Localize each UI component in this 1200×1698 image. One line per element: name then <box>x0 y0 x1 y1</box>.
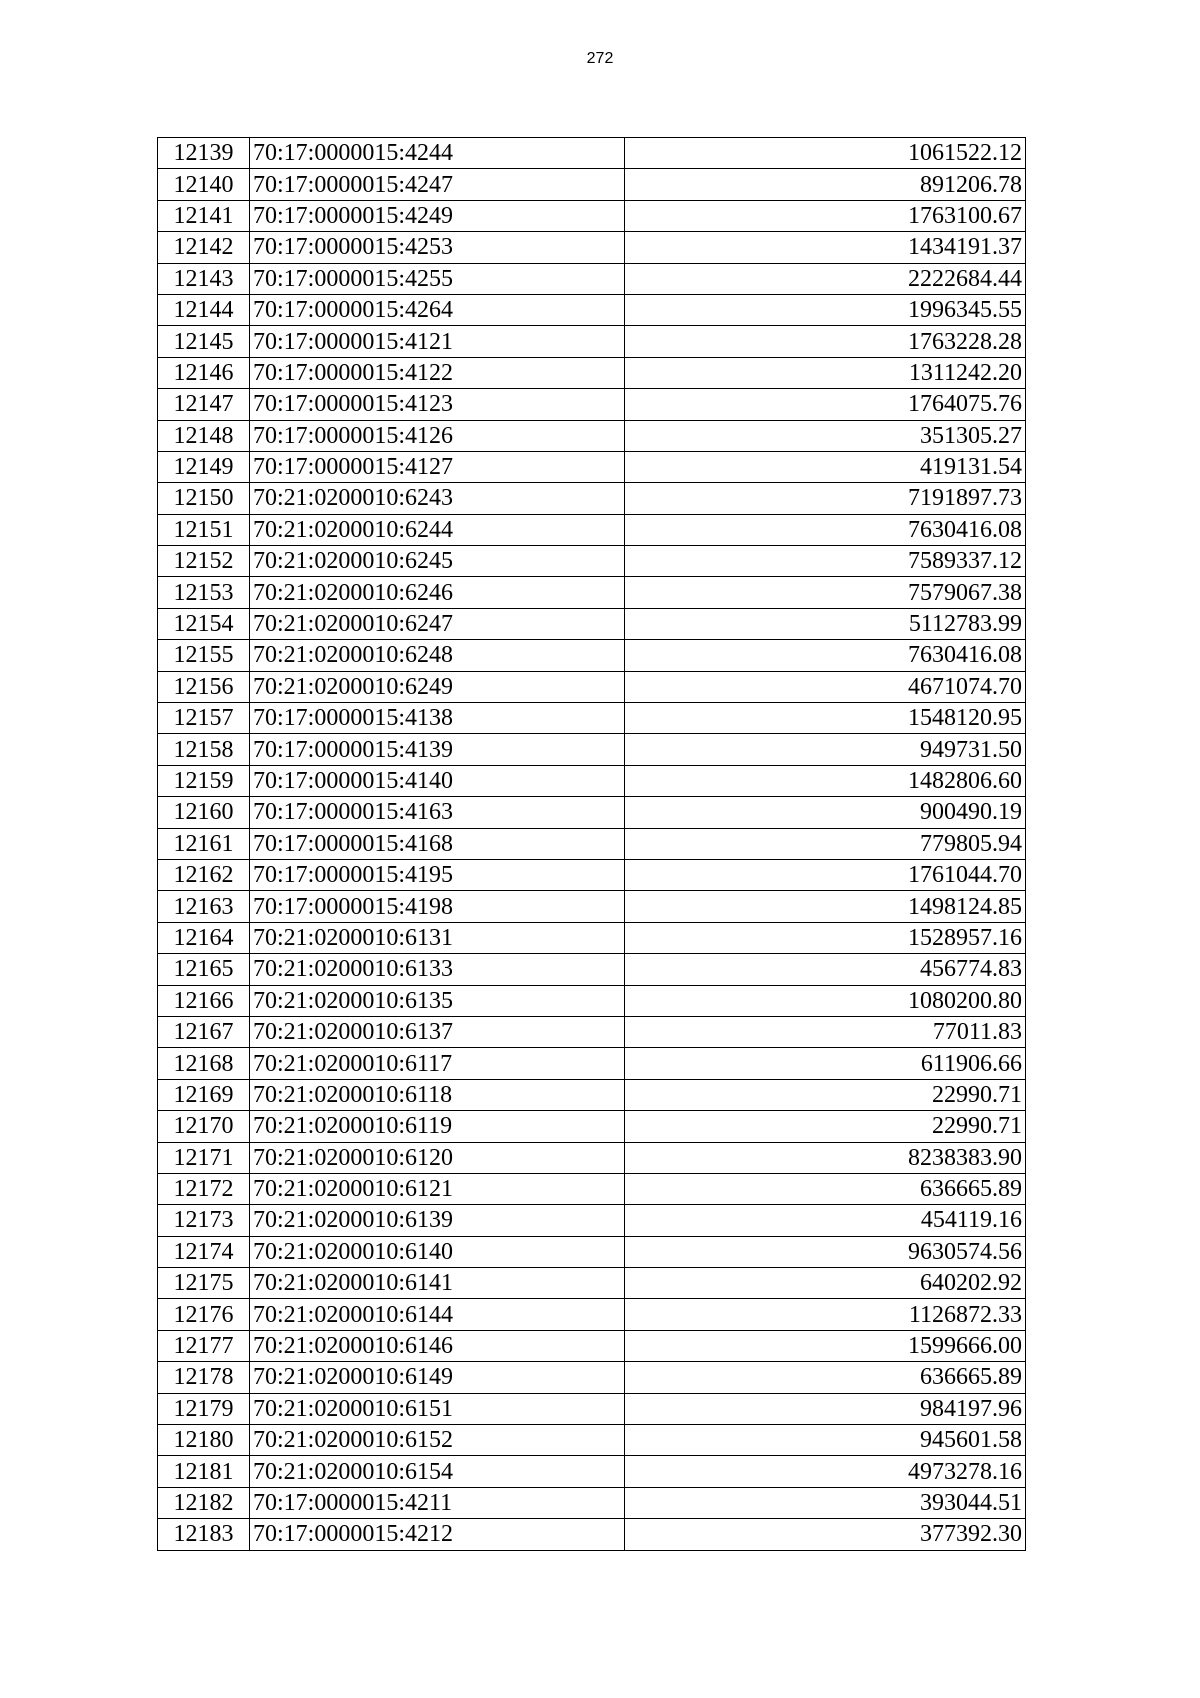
value-cell: 7579067.38 <box>625 577 1026 608</box>
row-number-cell: 12151 <box>158 514 250 545</box>
cadastral-number-cell: 70:17:0000015:4247 <box>250 169 625 200</box>
value-cell: 2222684.44 <box>625 263 1026 294</box>
row-number-cell: 12168 <box>158 1048 250 1079</box>
table-row <box>158 389 1026 420</box>
table-row <box>158 357 1026 388</box>
table-row <box>158 640 1026 671</box>
value-cell: 1061522.12 <box>625 138 1026 169</box>
table-row <box>158 294 1026 325</box>
row-number-cell: 12139 <box>158 138 250 169</box>
row-number-cell: 12182 <box>158 1487 250 1518</box>
value-cell: 377392.30 <box>625 1519 1026 1550</box>
row-number-cell: 12178 <box>158 1362 250 1393</box>
value-cell: 1080200.80 <box>625 985 1026 1016</box>
value-cell: 456774.83 <box>625 954 1026 985</box>
cadastral-number-cell: 70:21:0200010:6144 <box>250 1299 625 1330</box>
value-cell: 1996345.55 <box>625 294 1026 325</box>
cadastral-number-cell: 70:17:0000015:4255 <box>250 263 625 294</box>
table-row <box>158 326 1026 357</box>
row-number-cell: 12176 <box>158 1299 250 1330</box>
value-cell: 7630416.08 <box>625 640 1026 671</box>
row-number-cell: 12165 <box>158 954 250 985</box>
value-cell: 393044.51 <box>625 1487 1026 1518</box>
cadastral-number-cell: 70:21:0200010:6117 <box>250 1048 625 1079</box>
row-number-cell: 12164 <box>158 922 250 953</box>
table-row <box>158 514 1026 545</box>
cadastral-number-cell: 70:21:0200010:6131 <box>250 922 625 953</box>
cadastral-number-cell: 70:21:0200010:6139 <box>250 1205 625 1236</box>
cadastral-number-cell: 70:21:0200010:6140 <box>250 1236 625 1267</box>
cadastral-number-cell: 70:21:0200010:6146 <box>250 1330 625 1361</box>
row-number-cell: 12148 <box>158 420 250 451</box>
value-cell: 1548120.95 <box>625 703 1026 734</box>
row-number-cell: 12156 <box>158 671 250 702</box>
value-cell: 636665.89 <box>625 1173 1026 1204</box>
value-cell: 7589337.12 <box>625 546 1026 577</box>
row-number-cell: 12150 <box>158 483 250 514</box>
row-number-cell: 12140 <box>158 169 250 200</box>
value-cell: 77011.83 <box>625 1016 1026 1047</box>
table-row <box>158 1236 1026 1267</box>
table-row <box>158 985 1026 1016</box>
row-number-cell: 12170 <box>158 1111 250 1142</box>
row-number-cell: 12172 <box>158 1173 250 1204</box>
value-cell: 1498124.85 <box>625 891 1026 922</box>
table-row <box>158 1205 1026 1236</box>
value-cell: 4973278.16 <box>625 1456 1026 1487</box>
table-row <box>158 1173 1026 1204</box>
value-cell: 636665.89 <box>625 1362 1026 1393</box>
cadastral-number-cell: 70:21:0200010:6244 <box>250 514 625 545</box>
value-cell: 984197.96 <box>625 1393 1026 1424</box>
table-row <box>158 263 1026 294</box>
cadastral-number-cell: 70:17:0000015:4211 <box>250 1487 625 1518</box>
cadastral-number-cell: 70:21:0200010:6121 <box>250 1173 625 1204</box>
row-number-cell: 12153 <box>158 577 250 608</box>
cadastral-number-cell: 70:21:0200010:6141 <box>250 1268 625 1299</box>
table-row <box>158 922 1026 953</box>
cadastral-number-cell: 70:21:0200010:6135 <box>250 985 625 1016</box>
cadastral-number-cell: 70:17:0000015:4123 <box>250 389 625 420</box>
value-cell: 900490.19 <box>625 797 1026 828</box>
table-row <box>158 1299 1026 1330</box>
value-cell: 419131.54 <box>625 451 1026 482</box>
value-cell: 8238383.90 <box>625 1142 1026 1173</box>
row-number-cell: 12142 <box>158 232 250 263</box>
cadastral-number-cell: 70:21:0200010:6137 <box>250 1016 625 1047</box>
table-row <box>158 451 1026 482</box>
table-row <box>158 1487 1026 1518</box>
value-cell: 9630574.56 <box>625 1236 1026 1267</box>
value-cell: 949731.50 <box>625 734 1026 765</box>
table-row <box>158 1268 1026 1299</box>
table-row <box>158 200 1026 231</box>
table-row <box>158 703 1026 734</box>
row-number-cell: 12160 <box>158 797 250 828</box>
table-row <box>158 828 1026 859</box>
row-number-cell: 12173 <box>158 1205 250 1236</box>
table-row <box>158 891 1026 922</box>
value-cell: 1528957.16 <box>625 922 1026 953</box>
value-cell: 779805.94 <box>625 828 1026 859</box>
table-row <box>158 546 1026 577</box>
value-cell: 611906.66 <box>625 1048 1026 1079</box>
table-row <box>158 1330 1026 1361</box>
cadastral-number-cell: 70:21:0200010:6152 <box>250 1425 625 1456</box>
value-cell: 1482806.60 <box>625 765 1026 796</box>
cadastral-number-cell: 70:21:0200010:6149 <box>250 1362 625 1393</box>
row-number-cell: 12179 <box>158 1393 250 1424</box>
cadastral-number-cell: 70:17:0000015:4195 <box>250 859 625 890</box>
row-number-cell: 12177 <box>158 1330 250 1361</box>
value-cell: 1126872.33 <box>625 1299 1026 1330</box>
cadastral-number-cell: 70:21:0200010:6249 <box>250 671 625 702</box>
row-number-cell: 12161 <box>158 828 250 859</box>
row-number-cell: 12158 <box>158 734 250 765</box>
cadastral-number-cell: 70:17:0000015:4139 <box>250 734 625 765</box>
row-number-cell: 12171 <box>158 1142 250 1173</box>
row-number-cell: 12174 <box>158 1236 250 1267</box>
value-cell: 7191897.73 <box>625 483 1026 514</box>
value-cell: 891206.78 <box>625 169 1026 200</box>
row-number-cell: 12180 <box>158 1425 250 1456</box>
value-cell: 1599666.00 <box>625 1330 1026 1361</box>
cadastral-number-cell: 70:21:0200010:6246 <box>250 577 625 608</box>
value-cell: 454119.16 <box>625 1205 1026 1236</box>
value-cell: 945601.58 <box>625 1425 1026 1456</box>
value-cell: 351305.27 <box>625 420 1026 451</box>
cadastral-number-cell: 70:21:0200010:6245 <box>250 546 625 577</box>
row-number-cell: 12155 <box>158 640 250 671</box>
value-cell: 1764075.76 <box>625 389 1026 420</box>
value-cell: 1763228.28 <box>625 326 1026 357</box>
cadastral-number-cell: 70:21:0200010:6118 <box>250 1079 625 1110</box>
row-number-cell: 12162 <box>158 859 250 890</box>
cadastral-number-cell: 70:21:0200010:6154 <box>250 1456 625 1487</box>
value-cell: 1763100.67 <box>625 200 1026 231</box>
value-cell: 7630416.08 <box>625 514 1026 545</box>
table-row <box>158 138 1026 169</box>
cadastral-number-cell: 70:17:0000015:4212 <box>250 1519 625 1550</box>
cadastral-number-cell: 70:17:0000015:4163 <box>250 797 625 828</box>
cadastral-number-cell: 70:21:0200010:6248 <box>250 640 625 671</box>
table-row <box>158 420 1026 451</box>
table-row <box>158 1142 1026 1173</box>
value-cell: 640202.92 <box>625 1268 1026 1299</box>
table-body <box>158 138 1026 1551</box>
table-row <box>158 765 1026 796</box>
table-row <box>158 232 1026 263</box>
row-number-cell: 12146 <box>158 357 250 388</box>
row-number-cell: 12144 <box>158 294 250 325</box>
cadastral-number-cell: 70:21:0200010:6247 <box>250 608 625 639</box>
row-number-cell: 12175 <box>158 1268 250 1299</box>
cadastral-number-cell: 70:21:0200010:6243 <box>250 483 625 514</box>
value-cell: 1434191.37 <box>625 232 1026 263</box>
value-cell: 22990.71 <box>625 1111 1026 1142</box>
cadastral-number-cell: 70:17:0000015:4126 <box>250 420 625 451</box>
cadastral-number-cell: 70:17:0000015:4168 <box>250 828 625 859</box>
table-row <box>158 169 1026 200</box>
cadastral-number-cell: 70:21:0200010:6119 <box>250 1111 625 1142</box>
cadastral-number-cell: 70:17:0000015:4244 <box>250 138 625 169</box>
row-number-cell: 12147 <box>158 389 250 420</box>
cadastral-number-cell: 70:17:0000015:4121 <box>250 326 625 357</box>
table-row <box>158 577 1026 608</box>
row-number-cell: 12166 <box>158 985 250 1016</box>
table-row <box>158 1079 1026 1110</box>
value-cell: 22990.71 <box>625 1079 1026 1110</box>
table-row <box>158 1393 1026 1424</box>
cadastral-number-cell: 70:17:0000015:4198 <box>250 891 625 922</box>
row-number-cell: 12159 <box>158 765 250 796</box>
table-row <box>158 671 1026 702</box>
cadastral-number-cell: 70:21:0200010:6151 <box>250 1393 625 1424</box>
row-number-cell: 12149 <box>158 451 250 482</box>
cadastral-number-cell: 70:17:0000015:4264 <box>250 294 625 325</box>
table-row <box>158 797 1026 828</box>
cadastral-number-cell: 70:17:0000015:4140 <box>250 765 625 796</box>
table-row <box>158 1456 1026 1487</box>
table-row <box>158 1519 1026 1550</box>
row-number-cell: 12154 <box>158 608 250 639</box>
row-number-cell: 12163 <box>158 891 250 922</box>
row-number-cell: 12169 <box>158 1079 250 1110</box>
row-number-cell: 12167 <box>158 1016 250 1047</box>
row-number-cell: 12145 <box>158 326 250 357</box>
cadastral-number-cell: 70:17:0000015:4127 <box>250 451 625 482</box>
table-row <box>158 859 1026 890</box>
cadastral-number-cell: 70:17:0000015:4122 <box>250 357 625 388</box>
page-number: 272 <box>586 50 614 67</box>
value-cell: 1311242.20 <box>625 357 1026 388</box>
row-number-cell: 12152 <box>158 546 250 577</box>
table-row <box>158 1016 1026 1047</box>
cadastral-value-table <box>157 137 1026 1551</box>
row-number-cell: 12141 <box>158 200 250 231</box>
table-row <box>158 734 1026 765</box>
table-row <box>158 608 1026 639</box>
table-row <box>158 1111 1026 1142</box>
table-row <box>158 1362 1026 1393</box>
value-cell: 4671074.70 <box>625 671 1026 702</box>
cadastral-number-cell: 70:17:0000015:4138 <box>250 703 625 734</box>
cadastral-number-cell: 70:21:0200010:6133 <box>250 954 625 985</box>
table-row <box>158 954 1026 985</box>
cadastral-number-cell: 70:17:0000015:4253 <box>250 232 625 263</box>
cadastral-number-cell: 70:21:0200010:6120 <box>250 1142 625 1173</box>
row-number-cell: 12181 <box>158 1456 250 1487</box>
row-number-cell: 12157 <box>158 703 250 734</box>
row-number-cell: 12143 <box>158 263 250 294</box>
value-cell: 5112783.99 <box>625 608 1026 639</box>
table-row <box>158 1048 1026 1079</box>
table-row <box>158 1425 1026 1456</box>
value-cell: 1761044.70 <box>625 859 1026 890</box>
row-number-cell: 12183 <box>158 1519 250 1550</box>
cadastral-number-cell: 70:17:0000015:4249 <box>250 200 625 231</box>
table-row <box>158 483 1026 514</box>
